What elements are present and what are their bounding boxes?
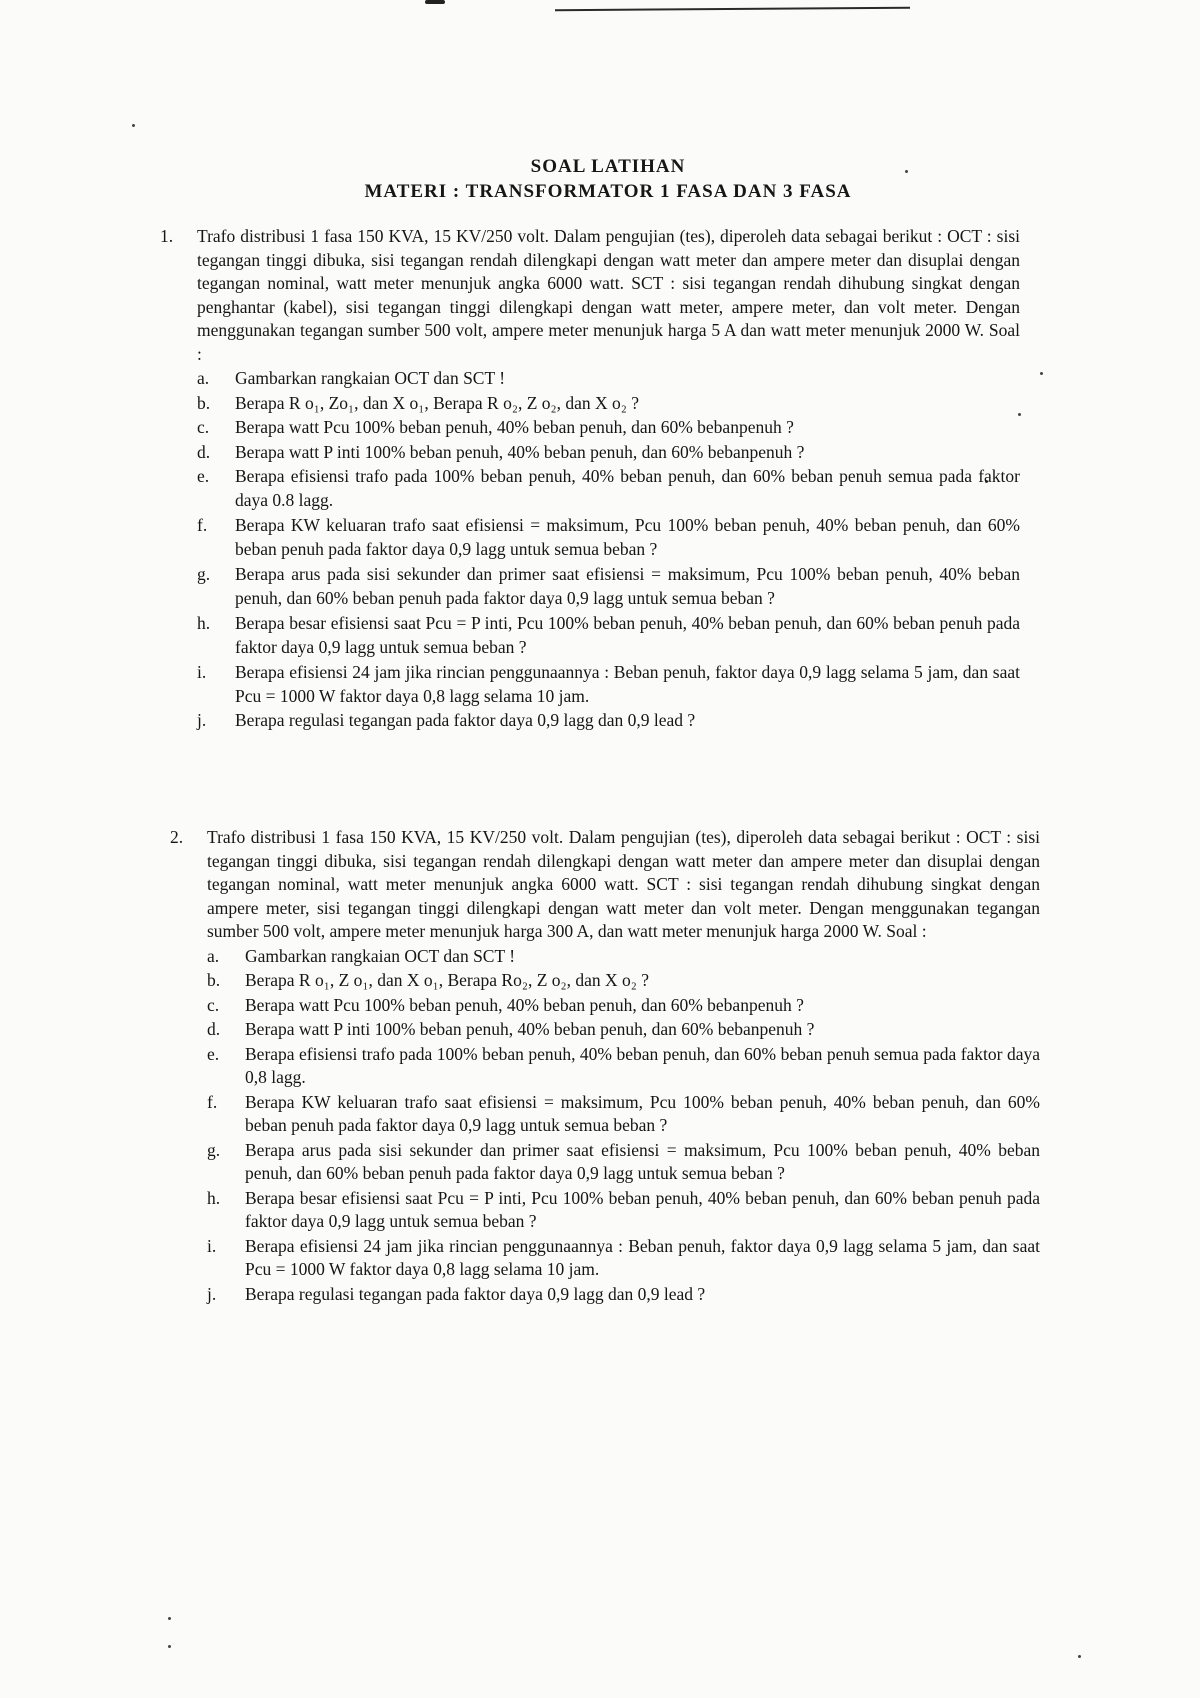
sub-question: [197, 661, 1020, 708]
sub-question-text: Berapa watt Pcu 100% beban penuh, 40% beban penuh, dan 60% bebanpenuh ?: [235, 417, 794, 437]
scan-artifact-line: [555, 7, 910, 11]
sub-question-label: j.: [197, 710, 207, 730]
sub-question-text: Berapa efisiensi trafo pada 100% beban penuh, 40% beban penuh, dan 60% beban penuh semua pada faktor daya 0.8 lagg.: [235, 466, 1020, 510]
page-title: SOAL LATIHAN: [530, 156, 686, 177]
sub-question: [197, 416, 1020, 440]
sub-question-text: Berapa regulasi tegangan pada faktor daya 0,9 lagg dan 0,9 lead ?: [235, 710, 696, 730]
sub-question: [207, 1043, 1040, 1090]
sub-question-text: Gambarkan rangkaian OCT dan SCT !: [235, 368, 506, 388]
sub-question-text: Berapa arus pada sisi sekunder dan primer saat efisiensi = maksimum, Pcu 100% beban penuh, 40% beban penuh, dan 60% beban penuh pada faktor daya 0,9 lagg untuk semua beban ?: [245, 1139, 1040, 1183]
sub-question-text: Berapa regulasi tegangan pada faktor daya 0,9 lagg dan 0,9 lead ?: [245, 1283, 706, 1304]
sub-question: [197, 465, 1020, 512]
sub-question-label: b.: [207, 970, 221, 990]
sub-question: [197, 367, 1020, 391]
sub-question: [207, 969, 1040, 993]
sub-question-label: f.: [207, 1091, 218, 1112]
sub-question: [197, 392, 1020, 416]
sub-question: [207, 1091, 1040, 1138]
question-number: 2.: [170, 827, 184, 847]
sub-question-text: Berapa arus pada sisi sekunder dan primer saat efisiensi = maksimum, Pcu 100% beban penuh, 40% beban penuh, dan 60% beban penuh pada faktor daya 0,9 lagg untuk semua beban ?: [235, 564, 1020, 608]
sub-question-label: h.: [207, 1187, 221, 1208]
sub-question-text: Berapa efisiensi trafo pada 100% beban penuh, 40% beban penuh, dan 60% beban penuh semua pada faktor daya 0,8 lagg.: [245, 1043, 1040, 1087]
sub-question: [197, 514, 1020, 561]
sub-question-text: Berapa R o₁, Z o₁, dan X o₁, Berapa Ro₂, Z o₂, dan X o₂ ?: [245, 970, 650, 990]
sub-question: [207, 1018, 1040, 1042]
sub-question-label: d.: [207, 1019, 221, 1039]
sub-question-label: i.: [207, 1235, 217, 1256]
sub-question-text: Berapa besar efisiensi saat Pcu = P inti, Pcu 100% beban penuh, 40% beban penuh, dan 60% beban penuh pada faktor daya 0,9 lagg untuk semua beban ?: [245, 1187, 1040, 1231]
sub-question-text: Gambarkan rangkaian OCT dan SCT !: [245, 945, 516, 966]
sub-question-text: Berapa watt Pcu 100% beban penuh, 40% beban penuh, dan 60% bebanpenuh ?: [245, 994, 804, 1015]
sub-question-label: d.: [197, 441, 211, 462]
sub-question: [207, 1235, 1040, 1282]
sub-question-label: h.: [197, 613, 211, 633]
sub-question-text: Berapa besar efisiensi saat Pcu = P inti, Pcu 100% beban penuh, 40% beban penuh, dan 60% beban penuh pada faktor daya 0,9 lagg untuk semua beban ?: [235, 613, 1020, 657]
scan-speck: [1078, 1655, 1081, 1658]
sub-question-label: b.: [197, 392, 211, 413]
sub-question-text: Berapa efisiensi 24 jam jika rincian penggunaannya : Beban penuh, faktor daya 0,9 lagg selama 5 jam, dan saat Pcu = 1000 W faktor daya 0,8 lagg selama 10 jam.: [245, 1235, 1040, 1279]
sub-question: [197, 709, 1020, 733]
question-number: 1.: [160, 226, 174, 246]
sub-question-text: Berapa KW keluaran trafo saat efisiensi = maksimum, Pcu 100% beban penuh, 40% beban penuh, dan 60% beban penuh pada faktor daya 0,9 lagg untuk semua beban ?: [245, 1091, 1040, 1135]
sub-question: [207, 1139, 1040, 1186]
sub-question-list: [207, 945, 1040, 1307]
sub-question-text: Berapa KW keluaran trafo saat efisiensi = maksimum, Pcu 100% beban penuh, 40% beban penuh, dan 60% beban penuh pada faktor daya 0,9 lagg untuk semua beban ?: [235, 515, 1020, 559]
sub-question-label: a.: [207, 945, 220, 966]
sub-question-label: g.: [207, 1139, 221, 1160]
question-text: Trafo distribusi 1 fasa 150 KVA, 15 KV/250 volt. Dalam pengujian (tes), diperoleh data sebagai berikut : OCT : sisi tegangan tinggi dibuka, sisi tegangan rendah dilengkapi dengan watt meter dan ampere meter dan disuplai dengan tegangan nominal, watt meter menunjuk angka 6000 watt. SCT : sisi tegangan rendah dihubung singkat dengan ampere meter, sisi tegangan tinggi dilengkapi dengan watt meter dan volt meter. Dengan menggunakan tegangan sumber 500 volt, ampere meter menunjuk harga 300 A, dan watt meter menunjuk harga 2000 W. Soal :: [207, 827, 1040, 941]
question-2: [170, 826, 1040, 1306]
sub-question-label: f.: [197, 515, 208, 535]
scan-speck: [168, 1645, 171, 1648]
sub-question: [207, 1187, 1040, 1234]
sub-question-label: e.: [207, 1043, 220, 1064]
sub-question-label: c.: [197, 417, 210, 437]
sub-question-list: [197, 367, 1020, 733]
sub-question-text: Berapa R o₁, Zo₁, dan X o₁, Berapa R o₂, Z o₂, dan X o₂ ?: [235, 392, 640, 413]
sub-question-label: g.: [197, 564, 211, 584]
sub-question: [207, 945, 1040, 969]
sub-question: [207, 994, 1040, 1018]
scan-speck: [168, 1617, 171, 1620]
sub-question-text: Berapa efisiensi 24 jam jika rincian penggunaannya : Beban penuh, faktor daya 0,9 lagg selama 5 jam, dan saat Pcu = 1000 W faktor daya 0,8 lagg selama 10 jam.: [235, 662, 1020, 706]
sub-question: [197, 441, 1020, 465]
question-1: [160, 225, 1020, 733]
page-subtitle: MATERI : TRANSFORMATOR 1 FASA DAN 3 FASA: [364, 181, 852, 202]
question-text: Trafo distribusi 1 fasa 150 KVA, 15 KV/250 volt. Dalam pengujian (tes), diperoleh data sebagai berikut : OCT : sisi tegangan tinggi dibuka, sisi tegangan rendah dilengkapi dengan watt meter dan ampere meter dan disuplai dengan tegangan nominal, watt meter menunjuk angka 6000 watt. SCT : sisi tegangan rendah dihubung singkat dengan penghantar (kabel), sisi tegangan tinggi dilengkapi dengan watt meter, ampere meter, dan volt meter. Dengan menggunakan tegangan sumber 500 volt, ampere meter menunjuk harga 5 A dan watt meter menunjuk 2000 W. Soal :: [197, 226, 1020, 364]
sub-question-label: j.: [207, 1283, 217, 1304]
scan-artifact-mark: [425, 0, 445, 4]
scan-speck: [1040, 372, 1043, 375]
sub-question: [197, 612, 1020, 659]
sub-question-label: i.: [197, 662, 207, 682]
sub-question-label: a.: [197, 368, 210, 388]
sub-question: [197, 563, 1020, 610]
sub-question-label: e.: [197, 466, 210, 486]
sub-question-label: c.: [207, 994, 220, 1015]
sub-question-text: Berapa watt P inti 100% beban penuh, 40% beban penuh, dan 60% bebanpenuh ?: [235, 441, 805, 462]
sub-question-text: Berapa watt P inti 100% beban penuh, 40% beban penuh, dan 60% bebanpenuh ?: [245, 1019, 815, 1039]
scan-speck: [132, 124, 135, 127]
sub-question: [207, 1283, 1040, 1307]
